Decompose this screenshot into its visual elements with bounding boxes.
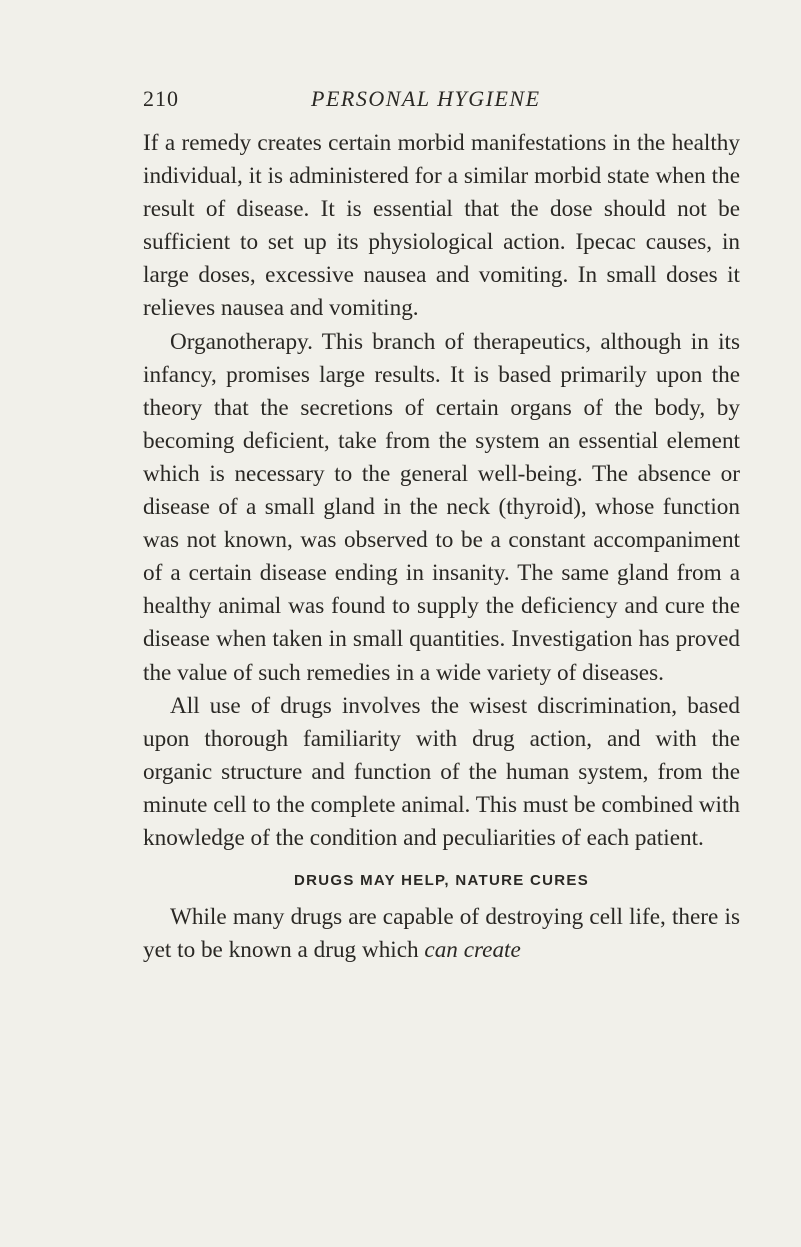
section-heading: DRUGS MAY HELP, NATURE CURES — [293, 872, 590, 890]
page-header — [143, 86, 743, 116]
paragraph-drugs-help — [143, 901, 740, 967]
paragraph-drug-use: All use of drugs involves the wisest discrimination, based upon thorough familiarity with drug action, and with the organic structure and function of the human system, from the minute cell to the complete animal. This must be combined with knowledge of the condition and peculiarities of each patient. — [143, 692, 740, 851]
paragraph-organotherapy: Organotherapy. This branch of therapeutics, although in its infancy, promises large results. It is based primarily upon the theory that the secretions of certain organs of the body, by becoming deficient, take from the system an essential element which is necessary to the general well-being. The absence or disease of a small gland in the neck (thyroid), whose function was not known, was observed to be a constant accompaniment of a certain disease ending in insanity. The same gland from a healthy animal was found to supply the deficiency and cure the disease when taken in small quantities. Investigation has proved the value of such remedies in a wide variety of diseases. — [143, 328, 740, 686]
paragraph-drugs-help-text: While many drugs are capable of destroying cell life, there is yet to be known a drug which — [143, 904, 740, 964]
paragraph-remedy: If a remedy creates certain morbid manifestations in the healthy individual, it is administered for a similar morbid state when the result of disease. It is essential that the dose should not be sufficient to set up its physiological action. Ipecac causes, in large doses, excessive nausea and vomiting. In small doses it relieves nausea and vomiting. — [143, 130, 740, 322]
running-head: PERSONAL HYGIENE — [311, 86, 541, 111]
paragraph-drugs-help-italic: can create — [424, 937, 521, 964]
page-number: 210 — [143, 86, 179, 111]
page-body — [143, 127, 740, 967]
